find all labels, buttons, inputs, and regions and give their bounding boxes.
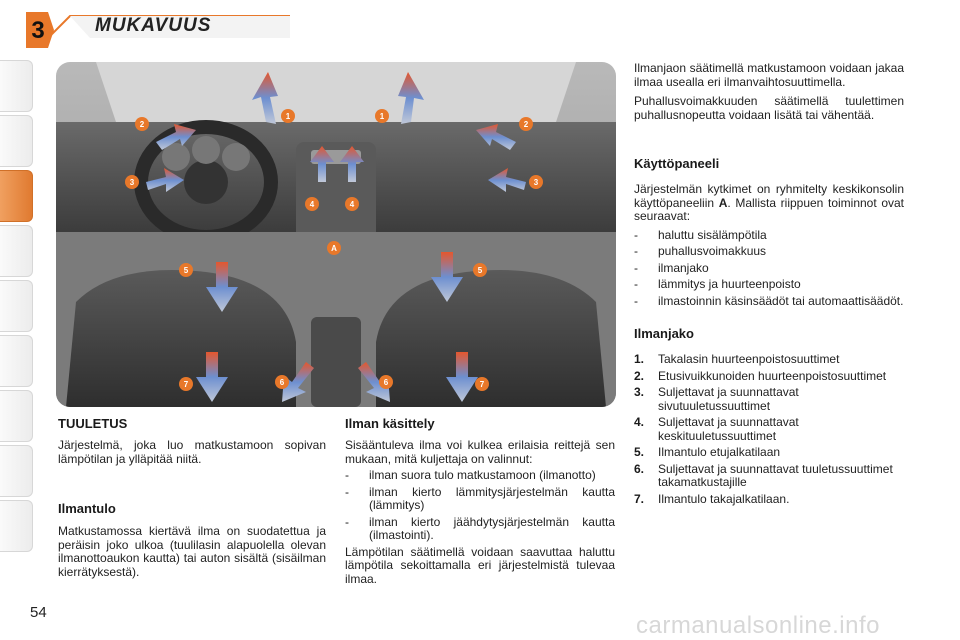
callout-2-right xyxy=(519,117,533,131)
air-route-list xyxy=(345,469,615,543)
list-item: 3. Suljettavat ja suunnattavat sivutuuletussuuttimet xyxy=(634,385,799,413)
svg-text:4: 4 xyxy=(349,200,355,209)
callout-5-left xyxy=(179,263,193,277)
list-item: - ilmastoinnin käsinsäädöt tai automaattisäädöt. xyxy=(634,293,904,308)
page-number: 54 xyxy=(30,604,47,621)
svg-text:4: 4 xyxy=(309,200,315,209)
callout-1-left xyxy=(281,109,295,123)
chapter-tab[interactable] xyxy=(0,225,33,277)
svg-text:3: 3 xyxy=(533,178,539,187)
section-title-kayttopaneeli: Käyttöpaneeli xyxy=(634,156,720,171)
section-title-ilman-kasittely: Ilman käsittely xyxy=(345,416,435,431)
chapter-tab[interactable] xyxy=(0,60,33,112)
section-title-ilmanjako: Ilmanjako xyxy=(634,326,694,341)
list-item: - ilman suora tulo matkustamoon (ilmanotto) xyxy=(345,468,596,482)
list-item: - haluttu sisälämpötila xyxy=(634,227,767,242)
chapter-number: 3 xyxy=(31,17,45,44)
chapter-tab[interactable] xyxy=(0,390,33,442)
svg-text:1: 1 xyxy=(285,112,291,121)
section-title-tuuletus: TUULETUS xyxy=(58,416,128,431)
chapter-tab[interactable] xyxy=(0,500,33,552)
callout-1-right xyxy=(375,109,389,123)
callout-6-right xyxy=(379,375,393,389)
kayttopaneeli-text: Järjestelmän kytkimet on ryhmitelty keskikonsolin käyttöpaneeliin A. Mallista riippuen toiminnot ovat seuraavat: xyxy=(634,182,905,223)
callout-2-left xyxy=(135,117,149,131)
svg-text:2: 2 xyxy=(139,120,145,129)
svg-text:3: 3 xyxy=(129,178,135,187)
ilman-kasittely-body xyxy=(345,439,615,586)
svg-text:7: 7 xyxy=(479,380,485,389)
svg-text:6: 6 xyxy=(383,378,389,387)
svg-text:A: A xyxy=(331,244,337,253)
callout-3-left xyxy=(125,175,139,189)
ilman-kasittely-intro: Sisääntuleva ilma voi kulkea erilaisia reittejä sen mukaan, mitä kuljettaja on valinnut: xyxy=(345,438,615,466)
svg-text:7: 7 xyxy=(183,380,189,389)
svg-text:6: 6 xyxy=(279,378,285,387)
page-title: MUKAVUUS xyxy=(95,15,212,36)
ilmanjako-control-text: Ilmanjaon säätimellä matkustamoon voidaan jakaa ilmaa usealla eri ilmanvaihtosuuttimella. xyxy=(634,61,904,89)
list-item: 7. Ilmantulo takajalkatilaan. xyxy=(634,491,790,506)
fan-speed-text: Puhallusvoimakkuuden säätimellä tuulettimen puhallusnopeutta voidaan lisätä tai vähentää. xyxy=(634,94,904,122)
svg-text:1: 1 xyxy=(379,112,385,121)
callout-4-left xyxy=(305,197,319,211)
list-item: 2. Etusivuikkunoiden huurteenpoistosuuttimet xyxy=(634,368,887,383)
cabin-ventilation-illustration xyxy=(56,62,616,407)
callout-3-right xyxy=(529,175,543,189)
list-item: - ilmanjako xyxy=(634,260,709,275)
list-item: 4. Suljettavat ja suunnattavat keskituuletussuuttimet xyxy=(634,415,799,443)
list-item: - puhallusvoimakkuus xyxy=(634,244,767,258)
chapter-tab-active[interactable] xyxy=(0,170,33,222)
tuuletus-text: Järjestelmä, joka luo matkustamoon sopivan lämpötilan ja ylläpitää niitä. xyxy=(58,438,326,466)
chapter-tab[interactable] xyxy=(0,335,33,387)
callout-4-right xyxy=(345,197,359,211)
list-item: - ilman kierto lämmitysjärjestelmän kautta (lämmitys) xyxy=(345,484,615,512)
svg-text:5: 5 xyxy=(183,266,189,275)
callout-7-right xyxy=(475,377,489,391)
ilmantulo-text: Matkustamossa kiertävä ilma on suodatettua ja peräisin joko ulkoa (tuulilasin alapuolella olevan ilmanottoaukon kautta) tai auton sisältä (sisäilman kierrätyksestä). xyxy=(58,524,326,579)
watermark: carmanualsonline.info xyxy=(636,612,880,639)
callout-5-right xyxy=(473,263,487,277)
callout-7-left xyxy=(179,377,193,391)
callout-6-left xyxy=(275,375,289,389)
callout-A xyxy=(327,241,341,255)
chapter-tab[interactable] xyxy=(0,280,33,332)
control-functions-list xyxy=(634,229,904,309)
list-item: - ilman kierto jäähdytysjärjestelmän kautta (ilmastointi). xyxy=(345,514,615,542)
chapter-tabs xyxy=(0,60,34,580)
list-item: 5. Ilmantulo etujalkatilaan xyxy=(634,445,781,459)
ilman-kasittely-outro: Lämpötilan säätimellä voidaan saavuttaa haluttu lämpötila sekoittamalla eri järjestelmistä tulevaa ilmaa. xyxy=(345,544,615,586)
chapter-tab[interactable] xyxy=(0,445,33,497)
svg-text:5: 5 xyxy=(477,266,483,275)
list-item: 6. Suljettavat ja suunnattavat tuuletussuuttimet takamatkustajille xyxy=(634,461,893,489)
list-item: - lämmitys ja huurteenpoisto xyxy=(634,277,801,291)
svg-text:2: 2 xyxy=(523,120,529,129)
chapter-tab[interactable] xyxy=(0,115,33,167)
air-distribution-list xyxy=(634,353,904,506)
list-item: 1. Takalasin huurteenpoistosuuttimet xyxy=(634,352,840,366)
column-right xyxy=(634,62,904,509)
section-title-ilmantulo: Ilmantulo xyxy=(58,501,116,516)
